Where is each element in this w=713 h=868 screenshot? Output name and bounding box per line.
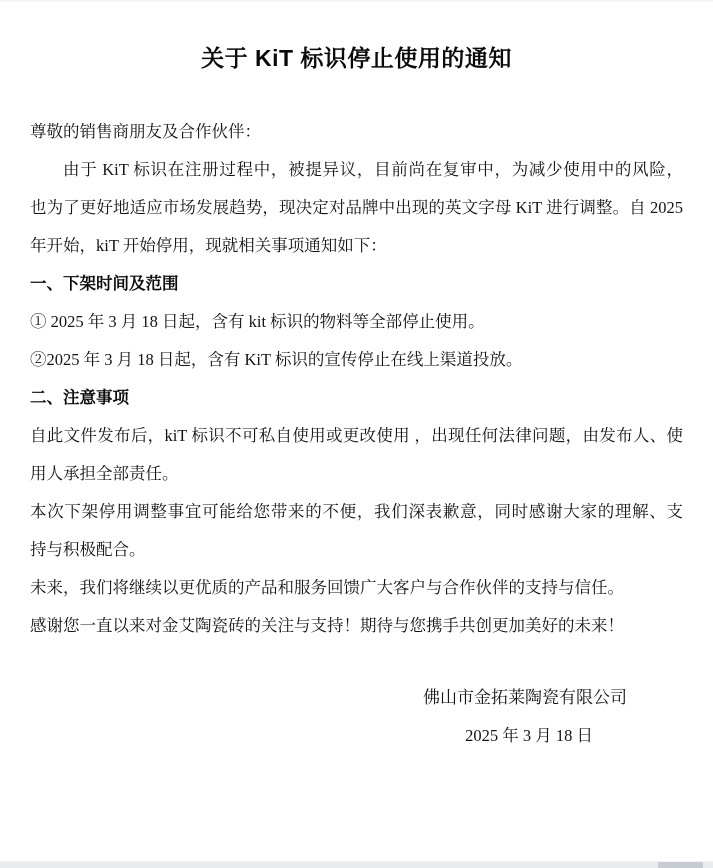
salutation-line: 尊敬的销售商朋友及合作伙伴： [30, 122, 261, 141]
horizontal-scrollbar-track [0, 861, 713, 868]
paragraph-line: 自此文件发布后，kiT 标识不可私自使用或更改使用 ，出现任何法律问题，由发布人、使 [30, 426, 683, 445]
paragraph-line: 也为了更好地适应市场发展趋势，现决定对品牌中出现的英文字母 KiT 进行调整。自 2025 [30, 198, 683, 217]
document-body [30, 113, 683, 645]
list-item-1: ① 2025 年 3 月 18 日起，含有 kit 标识的物料等全部停止使用。 [30, 312, 485, 331]
paragraph-line: 未来，我们将继续以更优质的产品和服务回馈广大客户与合作伙伴的支持与信任。 [30, 578, 624, 597]
paragraph-line: 本次下架停用调整事宜可能给您带来的不便，我们深表歉意，同时感谢大家的理解、支 [30, 502, 683, 521]
horizontal-scrollbar-thumb[interactable] [658, 862, 703, 868]
document-title: 关于 KiT 标识停止使用的通知 [201, 45, 512, 71]
section-heading-2: 二、注意事项 [30, 389, 129, 407]
paragraph-line: 由于 KiT 标识在注册过程中，被提异议，目前尚在复审中，为减少使用中的风险， [63, 160, 683, 179]
list-item-2: ②2025 年 3 月 18 日起，含有 KiT 标识的宣传停止在线上渠道投放。 [30, 350, 523, 369]
section-heading-1: 一、下架时间及范围 [30, 275, 179, 293]
paragraph-line: 感谢您一直以来对金艾陶瓷砖的关注与支持！期待与您携手共创更加美好的未来！ [30, 616, 624, 635]
signature-date: 2025 年 3 月 18 日 [465, 726, 593, 745]
paragraph-line: 年开始，kiT 开始停用，现就相关事项通知如下： [30, 236, 387, 255]
signature-company: 佛山市金拓莱陶瓷有限公司 [423, 688, 627, 707]
paragraph-line: 持与积极配合。 [30, 540, 146, 559]
paragraph-line: 用人承担全部责任。 [30, 464, 179, 483]
signature-block [30, 679, 683, 755]
